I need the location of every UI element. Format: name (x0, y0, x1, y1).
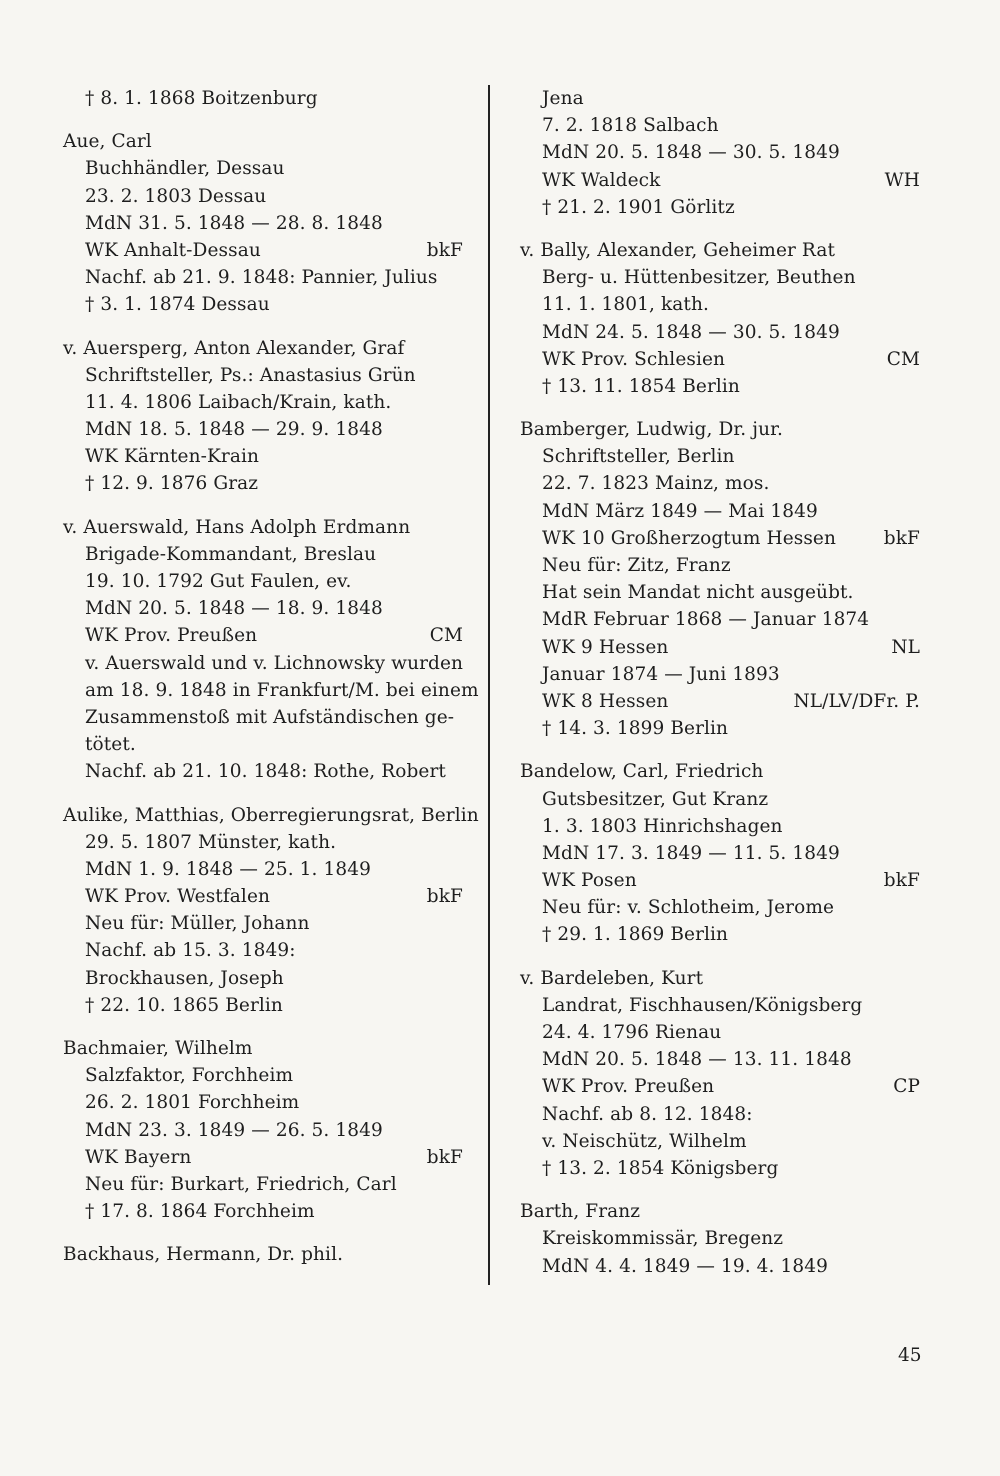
entry-detail-line (520, 525, 920, 552)
line-text: Brockhausen, Joseph (85, 967, 284, 989)
entry-detail-line (63, 1089, 463, 1116)
line-text: 23. 2. 1803 Dessau (85, 185, 267, 207)
entry-detail-line (63, 541, 463, 568)
entry-heading (520, 965, 920, 992)
line-text: Kreiskommissär, Bregenz (542, 1228, 784, 1250)
entry-heading (63, 514, 463, 541)
entry-detail-line (520, 167, 920, 194)
entry-detail-line (520, 470, 920, 497)
entry-detail-line (520, 552, 920, 579)
line-text: Gutsbesitzer, Gut Kranz (542, 788, 769, 810)
line-text: Brigade-Kommandant, Breslau (85, 543, 377, 565)
entry-detail-line (520, 319, 920, 346)
entry-detail-line (63, 829, 463, 856)
line-text: Berg- u. Hüttenbesitzer, Beuthen (542, 267, 856, 289)
line-text: Jena (542, 88, 584, 109)
right-column (520, 85, 920, 1280)
line-text: Bamberger, Ludwig, Dr. jur. (520, 419, 784, 441)
entry-detail-line (520, 1046, 920, 1073)
entry-detail-line (63, 910, 463, 937)
line-text: MdN 20. 5. 1848 — 30. 5. 1849 (542, 142, 840, 164)
entry-heading (63, 802, 479, 829)
entry-heading (63, 128, 463, 155)
entry-detail-line (63, 210, 463, 237)
party-tag: CM (886, 348, 920, 370)
entry-detail-line (63, 883, 463, 910)
line-text: WK 9 Hessen (542, 636, 669, 658)
line-text: 22. 7. 1823 Mainz, mos. (542, 473, 770, 495)
line-text: MdN 31. 5. 1848 — 28. 8. 1848 (85, 212, 383, 234)
line-text: v. Auersperg, Anton Alexander, Graf (63, 337, 405, 359)
line-text: MdN 1. 9. 1848 — 25. 1. 1849 (85, 858, 371, 880)
party-tag: NL/LV/DFr. P. (793, 690, 920, 712)
entry-detail-line (520, 194, 920, 221)
line-text: MdN 23. 3. 1849 — 26. 5. 1849 (85, 1119, 383, 1141)
line-text: v. Bally, Alexander, Geheimer Rat (520, 239, 836, 261)
entry-detail-line (63, 595, 463, 622)
entry-detail-line (520, 1019, 920, 1046)
line-text: Hat sein Mandat nicht ausgeübt. (542, 582, 854, 604)
line-text: Landrat, Fischhausen/Königsberg (542, 994, 863, 1016)
line-text: MdN März 1849 — Mai 1849 (542, 500, 818, 522)
entry-detail-line (63, 1062, 463, 1089)
line-text: Salzfaktor, Forchheim (85, 1065, 294, 1087)
line-text: Nachf. ab 21. 9. 1848: Pannier, Julius (85, 267, 438, 289)
entry-detail-line (520, 346, 920, 373)
entry-detail-line (520, 921, 920, 948)
entry-detail-line (520, 634, 920, 661)
entry-detail-line (520, 867, 920, 894)
line-text: Schriftsteller, Berlin (542, 446, 735, 468)
entry-detail-line (63, 264, 463, 291)
line-text: v. Auerswald und v. Lichnowsky wurden (85, 652, 464, 674)
line-text: Januar 1874 — Juni 1893 (542, 663, 780, 685)
entry-detail-line (520, 1101, 920, 1128)
line-text: Nachf. ab 8. 12. 1848: (542, 1103, 753, 1125)
line-text: WK Kärnten-Krain (85, 446, 259, 468)
entry-detail-line (63, 568, 463, 595)
line-text: Zusammenstoß mit Aufständischen ge- (85, 706, 455, 728)
entry-detail-line (63, 937, 463, 964)
entry-detail-line (520, 373, 920, 400)
entry-detail-line (63, 291, 463, 318)
line-text: Neu für: v. Schlotheim, Jerome (542, 897, 835, 919)
entry-detail-line (520, 112, 920, 139)
entry-detail-line (520, 1225, 920, 1252)
entry-detail-line (63, 965, 463, 992)
entry-detail-line (63, 1198, 463, 1225)
line-text: tötet. (85, 734, 136, 756)
line-text: Backhaus, Hermann, Dr. phil. (63, 1244, 344, 1266)
line-text: Aue, Carl (63, 131, 152, 153)
line-text: † 17. 8. 1864 Forchheim (85, 1201, 315, 1223)
party-tag: CM (429, 625, 463, 647)
party-tag: bkF (426, 1146, 463, 1168)
line-text: 26. 2. 1801 Forchheim (85, 1092, 300, 1114)
line-text: 11. 4. 1806 Laibach/Krain, kath. (85, 391, 392, 413)
entry-detail-line (63, 155, 463, 182)
entry-detail-line (520, 992, 920, 1019)
line-text: Neu für: Zitz, Franz (542, 555, 731, 576)
entry-detail-line (63, 650, 463, 677)
entry-detail-line (520, 661, 920, 688)
line-text: MdN 18. 5. 1848 — 29. 9. 1848 (85, 419, 383, 441)
line-text: v. Bardeleben, Kurt (520, 967, 704, 989)
entry-detail-line (520, 85, 920, 112)
entry-heading (63, 1035, 463, 1062)
line-text: WK Prov. Preußen (85, 625, 258, 647)
entry-detail-line (520, 786, 920, 813)
line-text: † 12. 9. 1876 Graz (85, 473, 259, 495)
entry-detail-line (520, 1073, 920, 1100)
line-text: Neu für: Müller, Johann (85, 913, 310, 935)
line-text: MdN 20. 5. 1848 — 13. 11. 1848 (542, 1049, 852, 1071)
line-text: v. Auerswald, Hans Adolph Erdmann (63, 516, 411, 538)
line-text: Barth, Franz (520, 1201, 641, 1223)
entry-detail-line (520, 1155, 920, 1182)
entry-heading (520, 1198, 920, 1225)
line-text: † 8. 1. 1868 Boitzenburg (85, 88, 318, 109)
line-text: WK Prov. Schlesien (542, 348, 726, 370)
line-text: 11. 1. 1801, kath. (542, 294, 709, 316)
entry-detail-line (520, 498, 920, 525)
line-text: am 18. 9. 1848 in Frankfurt/M. bei einem (85, 679, 479, 701)
party-tag: bkF (883, 870, 920, 892)
entry-detail-line (520, 264, 920, 291)
line-text: † 13. 2. 1854 Königsberg (542, 1157, 779, 1179)
entry-detail-line (63, 183, 463, 210)
line-text: † 3. 1. 1874 Dessau (85, 294, 270, 316)
column-divider (488, 85, 490, 1285)
entry-detail-line (520, 894, 920, 921)
left-column (63, 85, 479, 1269)
party-tag: bkF (426, 239, 463, 261)
entry-heading (63, 1241, 463, 1268)
party-tag: bkF (426, 886, 463, 908)
entry-detail-line (63, 1117, 463, 1144)
entry-detail-line (63, 416, 463, 443)
line-text: 7. 2. 1818 Salbach (542, 115, 719, 137)
entry-detail-line (63, 237, 463, 264)
line-text: MdR Februar 1868 — Januar 1874 (542, 609, 870, 631)
entry-detail-line (63, 622, 463, 649)
line-text: MdN 24. 5. 1848 — 30. 5. 1849 (542, 321, 840, 343)
entry-detail-line (63, 992, 463, 1019)
line-text: Bandelow, Carl, Friedrich (520, 761, 764, 783)
line-text: 19. 10. 1792 Gut Faulen, ev. (85, 571, 352, 592)
line-text: † 21. 2. 1901 Görlitz (542, 196, 735, 218)
line-text: 24. 4. 1796 Rienau (542, 1022, 722, 1043)
line-text: WK 10 Großherzogtum Hessen (542, 527, 836, 549)
page-number: 45 (898, 1345, 922, 1366)
line-text: Aulike, Matthias, Oberregierungsrat, Berlin (63, 804, 479, 826)
line-text: Buchhändler, Dessau (85, 158, 285, 180)
line-text: v. Neischütz, Wilhelm (542, 1130, 747, 1152)
line-text: 29. 5. 1807 Münster, kath. (85, 831, 337, 853)
entry-detail-line (520, 606, 920, 633)
entry-detail-line (520, 688, 920, 715)
entry-detail-line (63, 1171, 463, 1198)
line-text: 1. 3. 1803 Hinrichshagen (542, 815, 783, 837)
line-text: WK 8 Hessen (542, 690, 669, 712)
entry-detail-line (520, 813, 920, 840)
entry-heading (520, 416, 920, 443)
line-text: Nachf. ab 15. 3. 1849: (85, 940, 296, 962)
entry-detail-line (63, 704, 463, 731)
entry-detail-line (520, 139, 920, 166)
entry-detail-line (520, 443, 920, 470)
line-text: WK Waldeck (542, 169, 661, 191)
entry-detail-line (520, 1128, 920, 1155)
entry-heading (520, 758, 920, 785)
entry-detail-line (520, 291, 920, 318)
entry-detail-line (63, 389, 463, 416)
entry-detail-line (63, 362, 463, 389)
entry-detail-line (520, 715, 920, 742)
line-text: WK Bayern (85, 1146, 192, 1168)
entry-detail-line (63, 1144, 463, 1171)
entry-detail-line (63, 758, 463, 785)
line-text: † 13. 11. 1854 Berlin (542, 375, 740, 397)
line-text: † 14. 3. 1899 Berlin (542, 718, 729, 740)
line-text: WK Posen (542, 870, 637, 892)
party-tag: CP (893, 1076, 920, 1098)
entry-detail-line (520, 579, 920, 606)
entry-detail-line (63, 677, 479, 704)
line-text: MdN 4. 4. 1849 — 19. 4. 1849 (542, 1255, 828, 1277)
line-text: WK Anhalt-Dessau (85, 239, 261, 261)
party-tag: bkF (883, 527, 920, 549)
line-text: Nachf. ab 21. 10. 1848: Rothe, Robert (85, 761, 446, 783)
line-text: Neu für: Burkart, Friedrich, Carl (85, 1173, 397, 1195)
entry-detail-line (63, 85, 463, 112)
line-text: MdN 17. 3. 1849 — 11. 5. 1849 (542, 842, 840, 864)
entry-detail-line (63, 443, 463, 470)
entry-heading (520, 237, 920, 264)
party-tag: WH (884, 169, 920, 191)
line-text: Bachmaier, Wilhelm (63, 1038, 253, 1059)
line-text: WK Prov. Preußen (542, 1076, 715, 1098)
entry-detail-line (63, 856, 463, 883)
entry-detail-line (520, 1253, 920, 1280)
entry-heading (63, 335, 463, 362)
line-text: WK Prov. Westfalen (85, 886, 271, 908)
party-tag: NL (891, 636, 920, 658)
entry-detail-line (520, 840, 920, 867)
line-text: MdN 20. 5. 1848 — 18. 9. 1848 (85, 598, 383, 620)
entry-detail-line (63, 470, 463, 497)
line-text: † 29. 1. 1869 Berlin (542, 924, 729, 946)
entry-detail-line (63, 731, 463, 758)
line-text: † 22. 10. 1865 Berlin (85, 994, 283, 1016)
line-text: Schriftsteller, Ps.: Anastasius Grün (85, 364, 416, 386)
